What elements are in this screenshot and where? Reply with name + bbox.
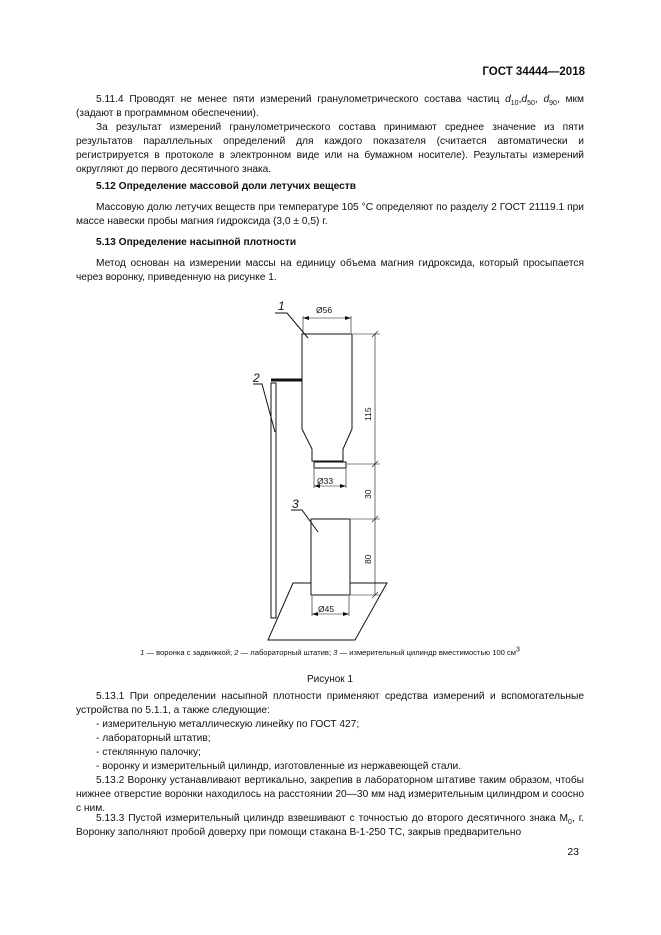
list-item: - воронку и измерительный цилиндр, изготовленные из нержавеющей стали. xyxy=(96,761,462,772)
figure-legend: 1 — воронка с задвижкой; 2 — лабораторный штатив; 3 — измерительный цилиндр вместимостью 100 $см^3$ xyxy=(140,646,520,657)
paragraph-5-12: Массовую долю летучих веществ при температуре 105 °С определяют по разделу 2 ГОСТ 21119.1 при массе навески пробы магния гидроксида (3,0 ± 0,5) г. xyxy=(76,202,584,227)
dim-d33: Ø33 xyxy=(317,476,334,486)
label-3: 3 xyxy=(292,497,299,511)
list-item: - лабораторный штатив; xyxy=(96,733,211,744)
dim-d56: Ø56 xyxy=(316,305,333,315)
paragraph-5-11-4: 5.11.4 Проводят не менее пяти измерений гранулометрического состава частиц $d_{10},d_{50}$, $d_{90}$, мкм (задают в программном обеспечении). xyxy=(76,94,584,119)
dim-115: 115 xyxy=(363,407,373,421)
dim-d45: Ø45 xyxy=(318,604,335,614)
list-item: - стеклянную палочку; xyxy=(96,747,201,758)
heading-5-12: 5.12 Определение массовой доли летучих веществ xyxy=(96,181,357,192)
label-1: 1 xyxy=(278,299,285,313)
paragraph-5-13-1: 5.13.1 При определении насыпной плотности применяют средства измерений и вспомогательные устройства по 5.1.1, а также следующие: xyxy=(76,691,584,716)
heading-5-13: 5.13 Определение насыпной плотности xyxy=(96,237,297,248)
funnel xyxy=(302,334,352,461)
paragraph-result: За результат измерений гранулометрического состава принимают среднее значение из пяти результатов параллельных определений для каждого показателя (считается автоматически и регистрируется в протоколе в электронном виде или на бумажном носителе). Результаты измерений округляют до первого десятичного знака. xyxy=(76,122,584,175)
list-item: - измерительную металлическую линейку по ГОСТ 427; xyxy=(96,719,360,730)
standard-code: ГОСТ 34444—2018 xyxy=(482,66,585,78)
figure-title: Рисунок 1 xyxy=(306,674,354,685)
equipment-list xyxy=(76,718,584,774)
dim-80: 80 xyxy=(363,554,373,564)
paragraph-5-13-2: 5.13.2 Воронку устанавливают вертикально, закрепив в лабораторном штативе таким образом, чтобы нижнее отверстие воронки находилось на расстоянии 20—30 мм над измерительным цилиндром и соосно с ним. xyxy=(76,775,584,814)
page-number: 23 xyxy=(567,846,579,858)
funnel-gate xyxy=(314,462,346,468)
paragraph-5-13: Метод основан на измерении массы на единицу объема магния гидроксида, который просыпается через воронку, приведенную на рисунке 1. xyxy=(76,258,584,283)
dim-30: 30 xyxy=(363,489,373,499)
paragraph-5-13-3: 5.13.3 Пустой измерительный цилиндр взвешивают с точностью до второго десятичного знака $М_0$, г. Воронку заполняют пробой доверху при помощи стакана В-1-250 ТС, закрыв предварительно xyxy=(76,813,584,838)
label-2: 2 xyxy=(253,371,260,385)
